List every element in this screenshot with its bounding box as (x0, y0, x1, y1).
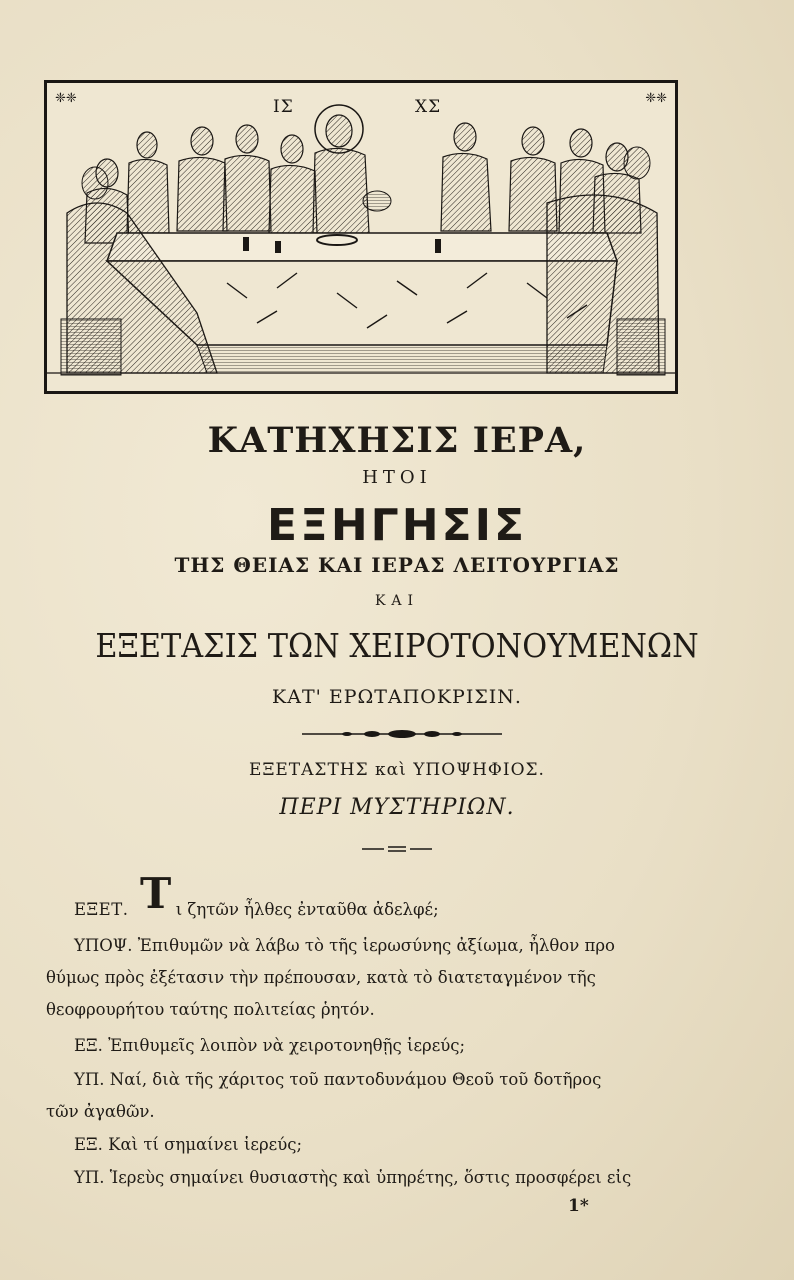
drop-cap: Τ (140, 869, 172, 918)
corner-ornament-right: ❈❈ (645, 91, 667, 106)
dialogue-line-7: τῶν ἀγαθῶν. (46, 1102, 155, 1121)
speaker-label: ΕΞΕΤ. (74, 900, 129, 919)
dialogue-line-8: ΕΞ. Καὶ τί σημαίνει ἱερεύς; (74, 1135, 303, 1154)
book-title: ΚΑΤΗΧΗΣΙΣ ΙΕΡΑ, (207, 420, 587, 461)
last-supper-engraving (44, 80, 678, 394)
dialogue-line-9: ΥΠ. Ἱερεὺς σημαίνει θυσιαστὴς καὶ ὑπηρέτης, ὅστις προσφέρει εἰς (74, 1168, 632, 1187)
dialogue-participants: ΕΞΕΤΑΣΤΗΣ καὶ ΥΠΟΨΗΦΙΟΣ. (249, 760, 545, 780)
section-heading: ΠΕΡΙ ΜΥΣΤΗΡΙΩΝ. (279, 795, 515, 820)
title-subtitle-liturgy: ΤΗΣ ΘΕΙΑΣ ΚΑΙ ΙΕΡΑΣ ΛΕΙΤΟΥΡΓΙΑΣ (174, 553, 620, 577)
dialogue-line-2: ΥΠΟΨ. Ἐπιθυμῶν νὰ λάβω τὸ τῆς ἱερωσύνης ἀξίωμα, ἦλθον προ (74, 936, 615, 955)
monogram-right: ΧΣ (415, 97, 442, 117)
title-subtitle-qa: ΚΑΤ' ΕΡΩΤΑΠΟΚΡΙΣΙΝ. (272, 686, 522, 708)
dialogue-line-1 (74, 900, 724, 920)
small-divider (362, 844, 432, 854)
decorative-rule (302, 728, 502, 740)
line-text: ι ζητῶν ἦλθες ἐνταῦθα ἀδελφέ; (175, 900, 439, 919)
title-exegesis: ΕΞΗΓΗΣΙΣ (266, 500, 528, 551)
title-kai: ΚΑΙ (374, 593, 420, 609)
engraving-illustration (47, 83, 675, 391)
page-number: 1* (568, 1196, 589, 1216)
monogram-left: ΙΣ (273, 97, 294, 117)
dialogue-line-5: ΕΞ. Ἐπιθυμεῖς λοιπὸν νὰ χειροτονηθῇς ἱερεύς; (74, 1036, 466, 1055)
corner-ornament-left: ❈❈ (55, 91, 77, 106)
title-subtitle-examination: ΕΞΕΤΑΣΙΣ ΤΩΝ ΧΕΙΡΟΤΟΝΟΥΜΕΝΩΝ (95, 626, 699, 665)
dialogue-line-4: θεοφρουρήτου ταύτης πολιτείας ῥητόν. (46, 1000, 375, 1019)
dialogue-line-6: ΥΠ. Ναί, διὰ τῆς χάριτος τοῦ παντοδυνάμου Θεοῦ τοῦ δοτῆρος (74, 1070, 602, 1089)
title-conjunction: ΗΤΟΙ (362, 467, 432, 488)
dialogue-line-3: θύμως πρὸς ἐξέτασιν τὴν πρέπουσαν, κατὰ τὸ διατεταγμένον τῆς (46, 968, 596, 987)
